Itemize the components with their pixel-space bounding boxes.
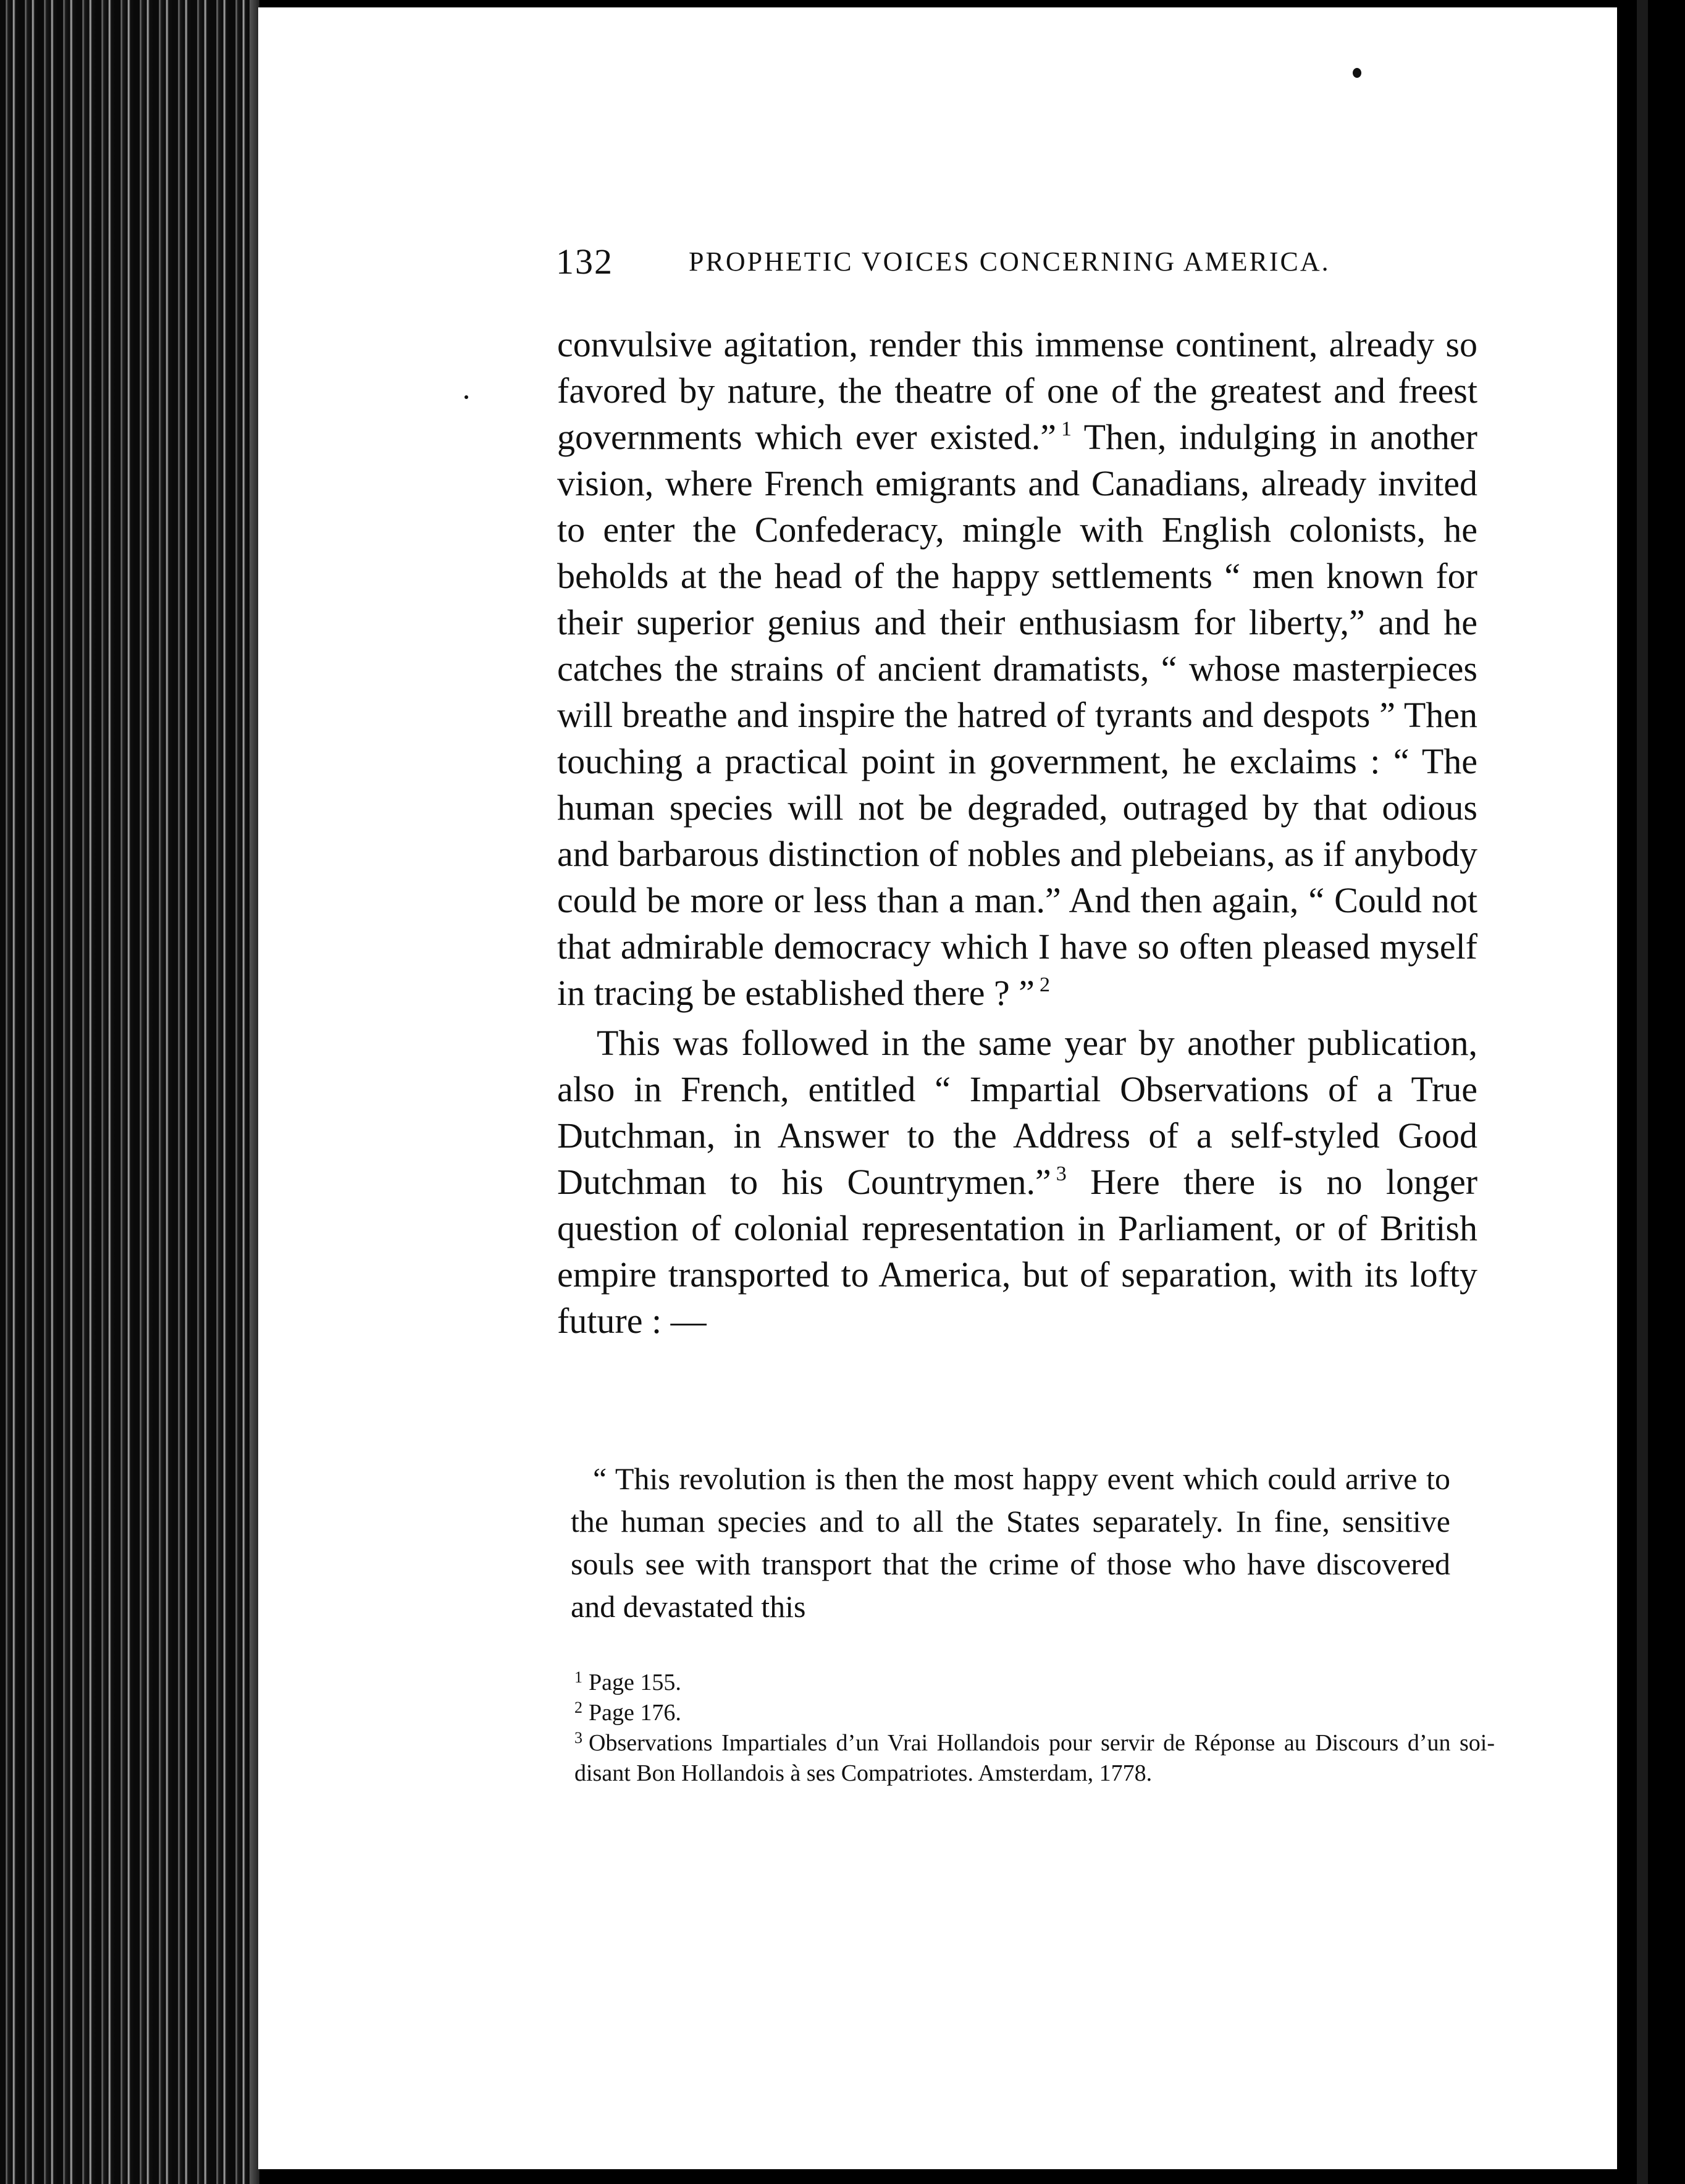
footnote-text: Page 176.: [589, 1700, 681, 1726]
footnote-mark: 3: [574, 1729, 582, 1747]
right-page-edge: [1637, 0, 1648, 2184]
paragraph-text: convulsive agitation, render this immense continent, already so favored by nature, the theatre of one of the greatest and freest governments which ever existed.”: [557, 324, 1477, 457]
paragraph: [557, 1020, 1477, 1344]
body-text: [557, 321, 1477, 1344]
paragraph-text: This was followed in the same year by another publication, also in French, entitled “ Impartial Observations of a True Dutchman, in Answer to the Address of a self-styled Good Dutchman to his Countrymen.”: [557, 1023, 1477, 1202]
footnote-mark: 1: [574, 1668, 582, 1686]
running-title: PROPHETIC VOICES CONCERNING AMERICA.: [689, 246, 1330, 277]
book-page-edges: [0, 0, 259, 2184]
ink-speck: [1353, 68, 1361, 78]
right-scan-border: [1617, 0, 1685, 2184]
running-header: [556, 241, 1359, 290]
footnote-ref: 3: [1056, 1162, 1067, 1185]
footnotes: [574, 1668, 1495, 1789]
ink-speck: [464, 395, 468, 399]
footnote-ref: 2: [1040, 973, 1051, 996]
paragraph-text: Here there is no longer question of colonial representation in Parliament, or of British empire transported to America, but of separation, with its lofty future : —: [557, 1162, 1478, 1341]
footnote: [574, 1698, 1495, 1728]
block-quote: “ This revolution is then the most happy event which could arrive to the human species and to all the States separately. In fine, sensitive souls see with transport that the crime of those who have discovered and devastated this: [571, 1461, 1450, 1624]
footnote-ref: 1: [1061, 418, 1072, 440]
paragraph: [557, 321, 1477, 1016]
footnote-text: Observations Impartiales d’un Vrai Hollandois pour servir de Réponse au Discours d’un soi-disant Bon Hollandois à ses Compatriotes. Amsterdam, 1778.: [574, 1730, 1495, 1786]
footnote: [574, 1728, 1495, 1789]
footnote: [574, 1668, 1495, 1698]
page-number: 132: [556, 242, 613, 282]
footnote-mark: 2: [574, 1699, 582, 1716]
paragraph-text: Then, indulging in another vision, where French emigrants and Canadians, already invited to enter the Confederacy, mingle with English colonists, he beholds at the head of the happy settlements “ men known for their superior genius and their enthusiasm for liberty,” and he catches the strains of ancient dramatists, “ whose masterpieces will breathe and inspire the hatred of tyrants and despots ” Then touching a practical point in government, he exclaims : “ The human species will not be degraded, outraged by that odious and barbarous distinction of nobles and plebeians, as if anybody could be more or less than a man.” And then again, “ Could not that admirable democracy which I have so often pleased myself in tracing be established there ? ”: [557, 417, 1477, 1013]
footnote-text: Page 155.: [589, 1670, 681, 1695]
